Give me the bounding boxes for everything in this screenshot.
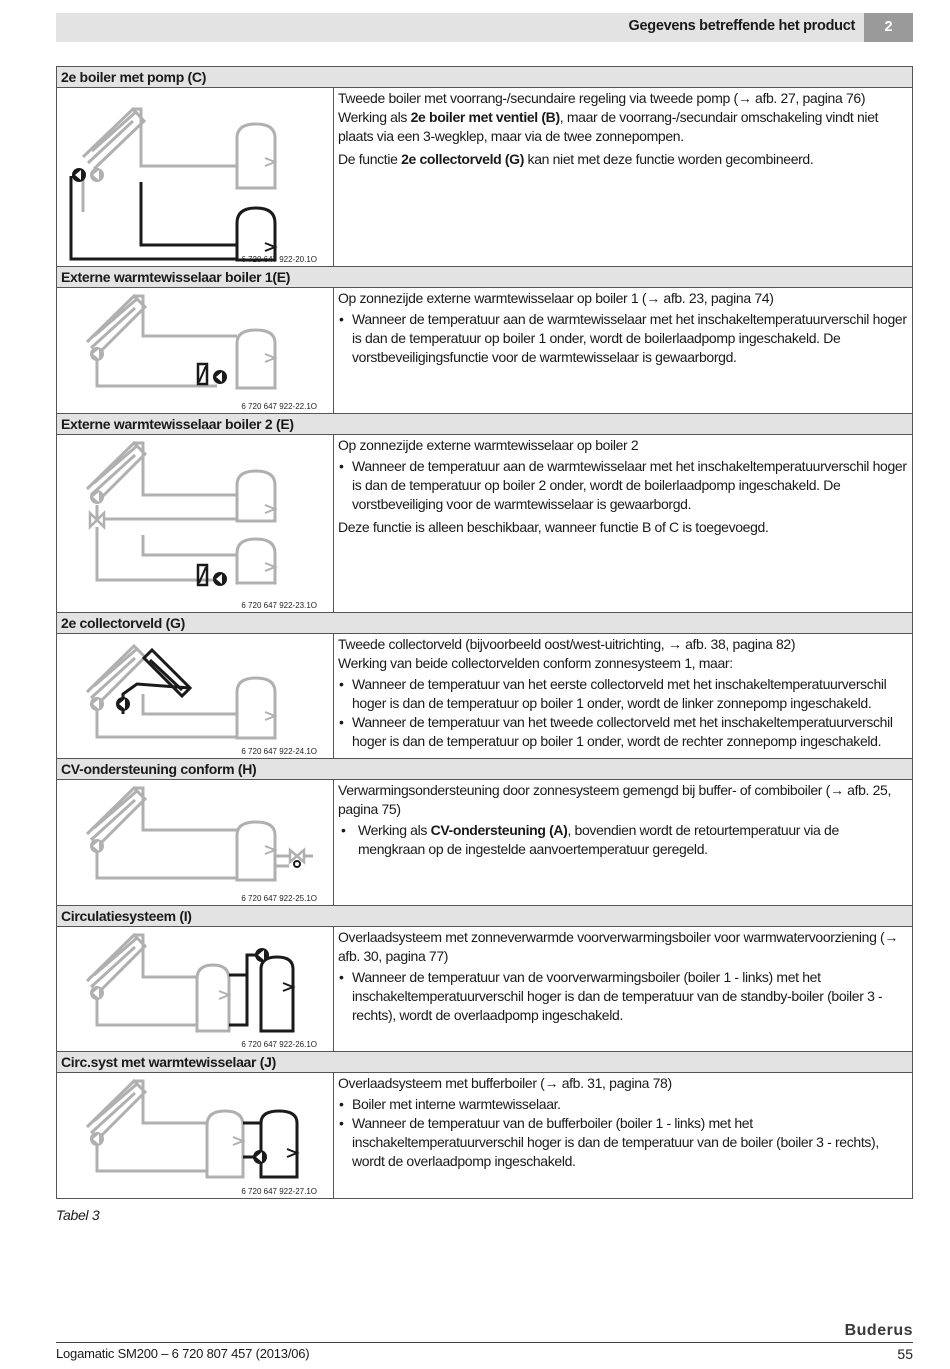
description-h: Verwarmingsondersteuning door zonnesysteem gemengd bij buffer- of combiboiler (→ afb. 25, pagina 75) • Werking als CV-ondersteuning (A), bovendien wordt de retourtemperatuur via de mengkraan op de ingestelde aanvoertemperatuur geregeld. [334, 780, 912, 905]
diagram-e1 [57, 288, 334, 413]
diagram-i [57, 927, 334, 1051]
diagram-g-svg [57, 634, 333, 759]
diagram-code: 6 720 647 922-26.1O [241, 1040, 317, 1049]
diagram-e2 [57, 435, 334, 612]
arrow-icon: → [667, 636, 682, 652]
diagram-h [57, 780, 334, 905]
bullet-item: • Wanneer de temperatuur van de voorverwarmingsboiler (boiler 1 - links) met het inschakeltemperatuurverschil hoger is dan de temperatuur van de standby-boiler (boiler 3 - rechts), wordt de overlaadpomp ingeschakeld. [338, 968, 908, 1025]
description-g: Tweede collectorveld (bijvoorbeeld oost/west-uitrichting, → afb. 38, pagina 82) Werking van beide collectorvelden conform zonnesysteem 1, maar: • Wanneer de temperatuur van het eerste collectorveld met het inschakeltemperatuurverschil hoger is dan de temperatuur op boiler 1 onder, wordt de linker zonnepomp ingeschakeld. • Wanneer de temperatuur van het tweede collectorveld met het inschakeltemperatuurverschil hoger is dan de temperatuur op boiler 1 onder, wordt de rechter zonnepomp ingeschakeld. [334, 634, 912, 758]
diagram-c-svg [57, 88, 333, 267]
page-header [56, 13, 913, 42]
diagram-j [57, 1073, 334, 1198]
arrow-icon: → [884, 929, 899, 945]
section-body-h [57, 780, 912, 906]
bullet-item: • Wanneer de temperatuur van het eerste collectorveld met het inschakeltemperatuurverschil hoger is dan de temperatuur op boiler 1 onder, wordt de linker zonnepomp ingeschakeld. [338, 675, 908, 713]
description-c: Tweede boiler met voorrang-/secundaire regeling via tweede pomp (→ afb. 27, pagina 76) Werking als 2e boiler met ventiel (B), maar de voorrang-/secundair omschakeling vindt niet plaats via een 3-wegklep, maar via de twee zonnepompen. De functie 2e collectorveld (G) kan niet met deze functie worden gecombineerd. [338, 90, 879, 167]
bullet-item: • Wanneer de temperatuur aan de warmtewisselaar met het inschakeltemperatuurverschil hoger is dan de temperatuur op boiler 2 onder, wordt de boilerlaadpomp ingeschakeld. De vorstbeveiliging voor de warmtewisselaar is gewaarborgd. [338, 457, 908, 514]
section-title-j: Circ.syst met warmtewisselaar (J) [57, 1052, 912, 1073]
diagram-code: 6 720 647 922-22.1O [241, 402, 317, 411]
diagram-h-svg [57, 780, 333, 906]
chapter-number: 2 [864, 13, 913, 42]
diagram-j-svg [57, 1073, 333, 1198]
diagram-c [57, 88, 334, 266]
section-title-e1: Externe warmtewisselaar boiler 1(E) [57, 267, 912, 288]
diagram-e1-svg [57, 288, 333, 414]
description-e1: Op zonnezijde externe warmtewisselaar op boiler 1 (→ afb. 23, pagina 74) • Wanneer de temperatuur aan de warmtewisselaar met het inschakeltemperatuurverschil hoger is dan de temperatuur op boiler 1 onder, wordt de boilerlaadpomp ingeschakeld. De vorstbeveiligingsfunctie voor de warmtewisselaar is gewaarborgd. [334, 288, 912, 413]
diagram-code: 6 720 647 922-20.1O [241, 255, 317, 264]
description-i: Overlaadsysteem met zonneverwarmde voorverwarmingsboiler voor warmwatervoorziening (→ afb. 30, pagina 77) • Wanneer de temperatuur van de voorverwarmingsboiler (boiler 1 - links) met het inschakeltemperatuurverschil hoger is dan de temperatuur van de standby-boiler (boiler 3 - rechts), wordt de overlaadpomp ingeschakeld. [334, 927, 912, 1051]
section-body-i [57, 927, 912, 1052]
description-j: Overlaadsysteem met bufferboiler (→ afb. 31, pagina 78) • Boiler met interne warmtewisselaar. • Wanneer de temperatuur van de bufferboiler (boiler 1 - links) met het inschakeltemperatuurverschil hoger is dan de temperatuur van de boiler (boiler 3 - rechts), wordt de overlaadpomp ingeschakeld. [334, 1073, 912, 1198]
header-title: Gegevens betreffende het product [628, 18, 855, 34]
footer-document-id: Logamatic SM200 – 6 720 807 457 (2013/06) [56, 1346, 310, 1361]
section-title-g: 2e collectorveld (G) [57, 613, 912, 634]
section-body-e2 [57, 435, 912, 613]
arrow-icon: → [646, 290, 660, 306]
diagram-code: 6 720 647 922-23.1O [241, 601, 317, 610]
diagram-code: 6 720 647 922-27.1O [241, 1187, 317, 1196]
brand-logo: Buderus [844, 1322, 913, 1339]
section-body-j [57, 1073, 912, 1198]
bullet-item: • Wanneer de temperatuur aan de warmtewisselaar met het inschakeltemperatuurverschil hoger is dan de temperatuur op boiler 1 onder, wordt de boilerlaadpomp ingeschakeld. De vorstbeveiligingsfunctie voor de warmtewisselaar is gewaarborgd. [338, 310, 908, 367]
diagram-e2-svg [57, 435, 333, 613]
page-number: 55 [897, 1346, 913, 1362]
bullet-item: • Wanneer de temperatuur van het tweede collectorveld met het inschakeltemperatuurverschil hoger is dan de temperatuur op boiler 1 onder, wordt de rechter zonnepomp ingeschakeld. [338, 713, 908, 751]
section-body-g [57, 634, 912, 759]
description-e2: Op zonnezijde externe warmtewisselaar op boiler 2 • Wanneer de temperatuur aan de warmtewisselaar met het inschakeltemperatuurverschil hoger is dan de temperatuur op boiler 2 onder, wordt de boilerlaadpomp ingeschakeld. De vorstbeveiliging voor de warmtewisselaar is gewaarborgd. Deze functie is alleen beschikbaar, wanneer functie B of C is toegevoegd. [334, 435, 912, 612]
diagram-code: 6 720 647 922-24.1O [241, 747, 317, 756]
section-title-e2: Externe warmtewisselaar boiler 2 (E) [57, 414, 912, 435]
table-caption: Tabel 3 [56, 1207, 100, 1223]
arrow-icon: → [544, 1075, 559, 1091]
diagram-i-svg [57, 927, 333, 1052]
diagram-code: 6 720 647 922-25.1O [241, 894, 317, 903]
arrow-icon: → [737, 90, 752, 106]
function-table [56, 66, 913, 1199]
bullet-item: • Boiler met interne warmtewisselaar. [338, 1095, 908, 1114]
section-body-e1 [57, 288, 912, 414]
diagram-g [57, 634, 334, 758]
section-title-h: CV-ondersteuning conform (H) [57, 759, 912, 780]
arrow-icon: → [829, 782, 844, 798]
section-title-c: 2e boiler met pomp (C) [57, 67, 912, 88]
bullet-item: • Wanneer de temperatuur van de bufferboiler (boiler 1 - links) met het inschakeltemperatuurverschil hoger is dan de temperatuur van de boiler (boiler 3 - rechts), wordt de overlaadpomp ingeschakeld. [338, 1114, 908, 1171]
section-title-i: Circulatiesysteem (I) [57, 906, 912, 927]
section-body-c [57, 88, 912, 267]
footer-divider [56, 1342, 913, 1343]
bullet-item: • Werking als CV-ondersteuning (A), bovendien wordt de retourtemperatuur via de mengkraan op de ingestelde aanvoertemperatuur geregeld. [338, 821, 908, 859]
